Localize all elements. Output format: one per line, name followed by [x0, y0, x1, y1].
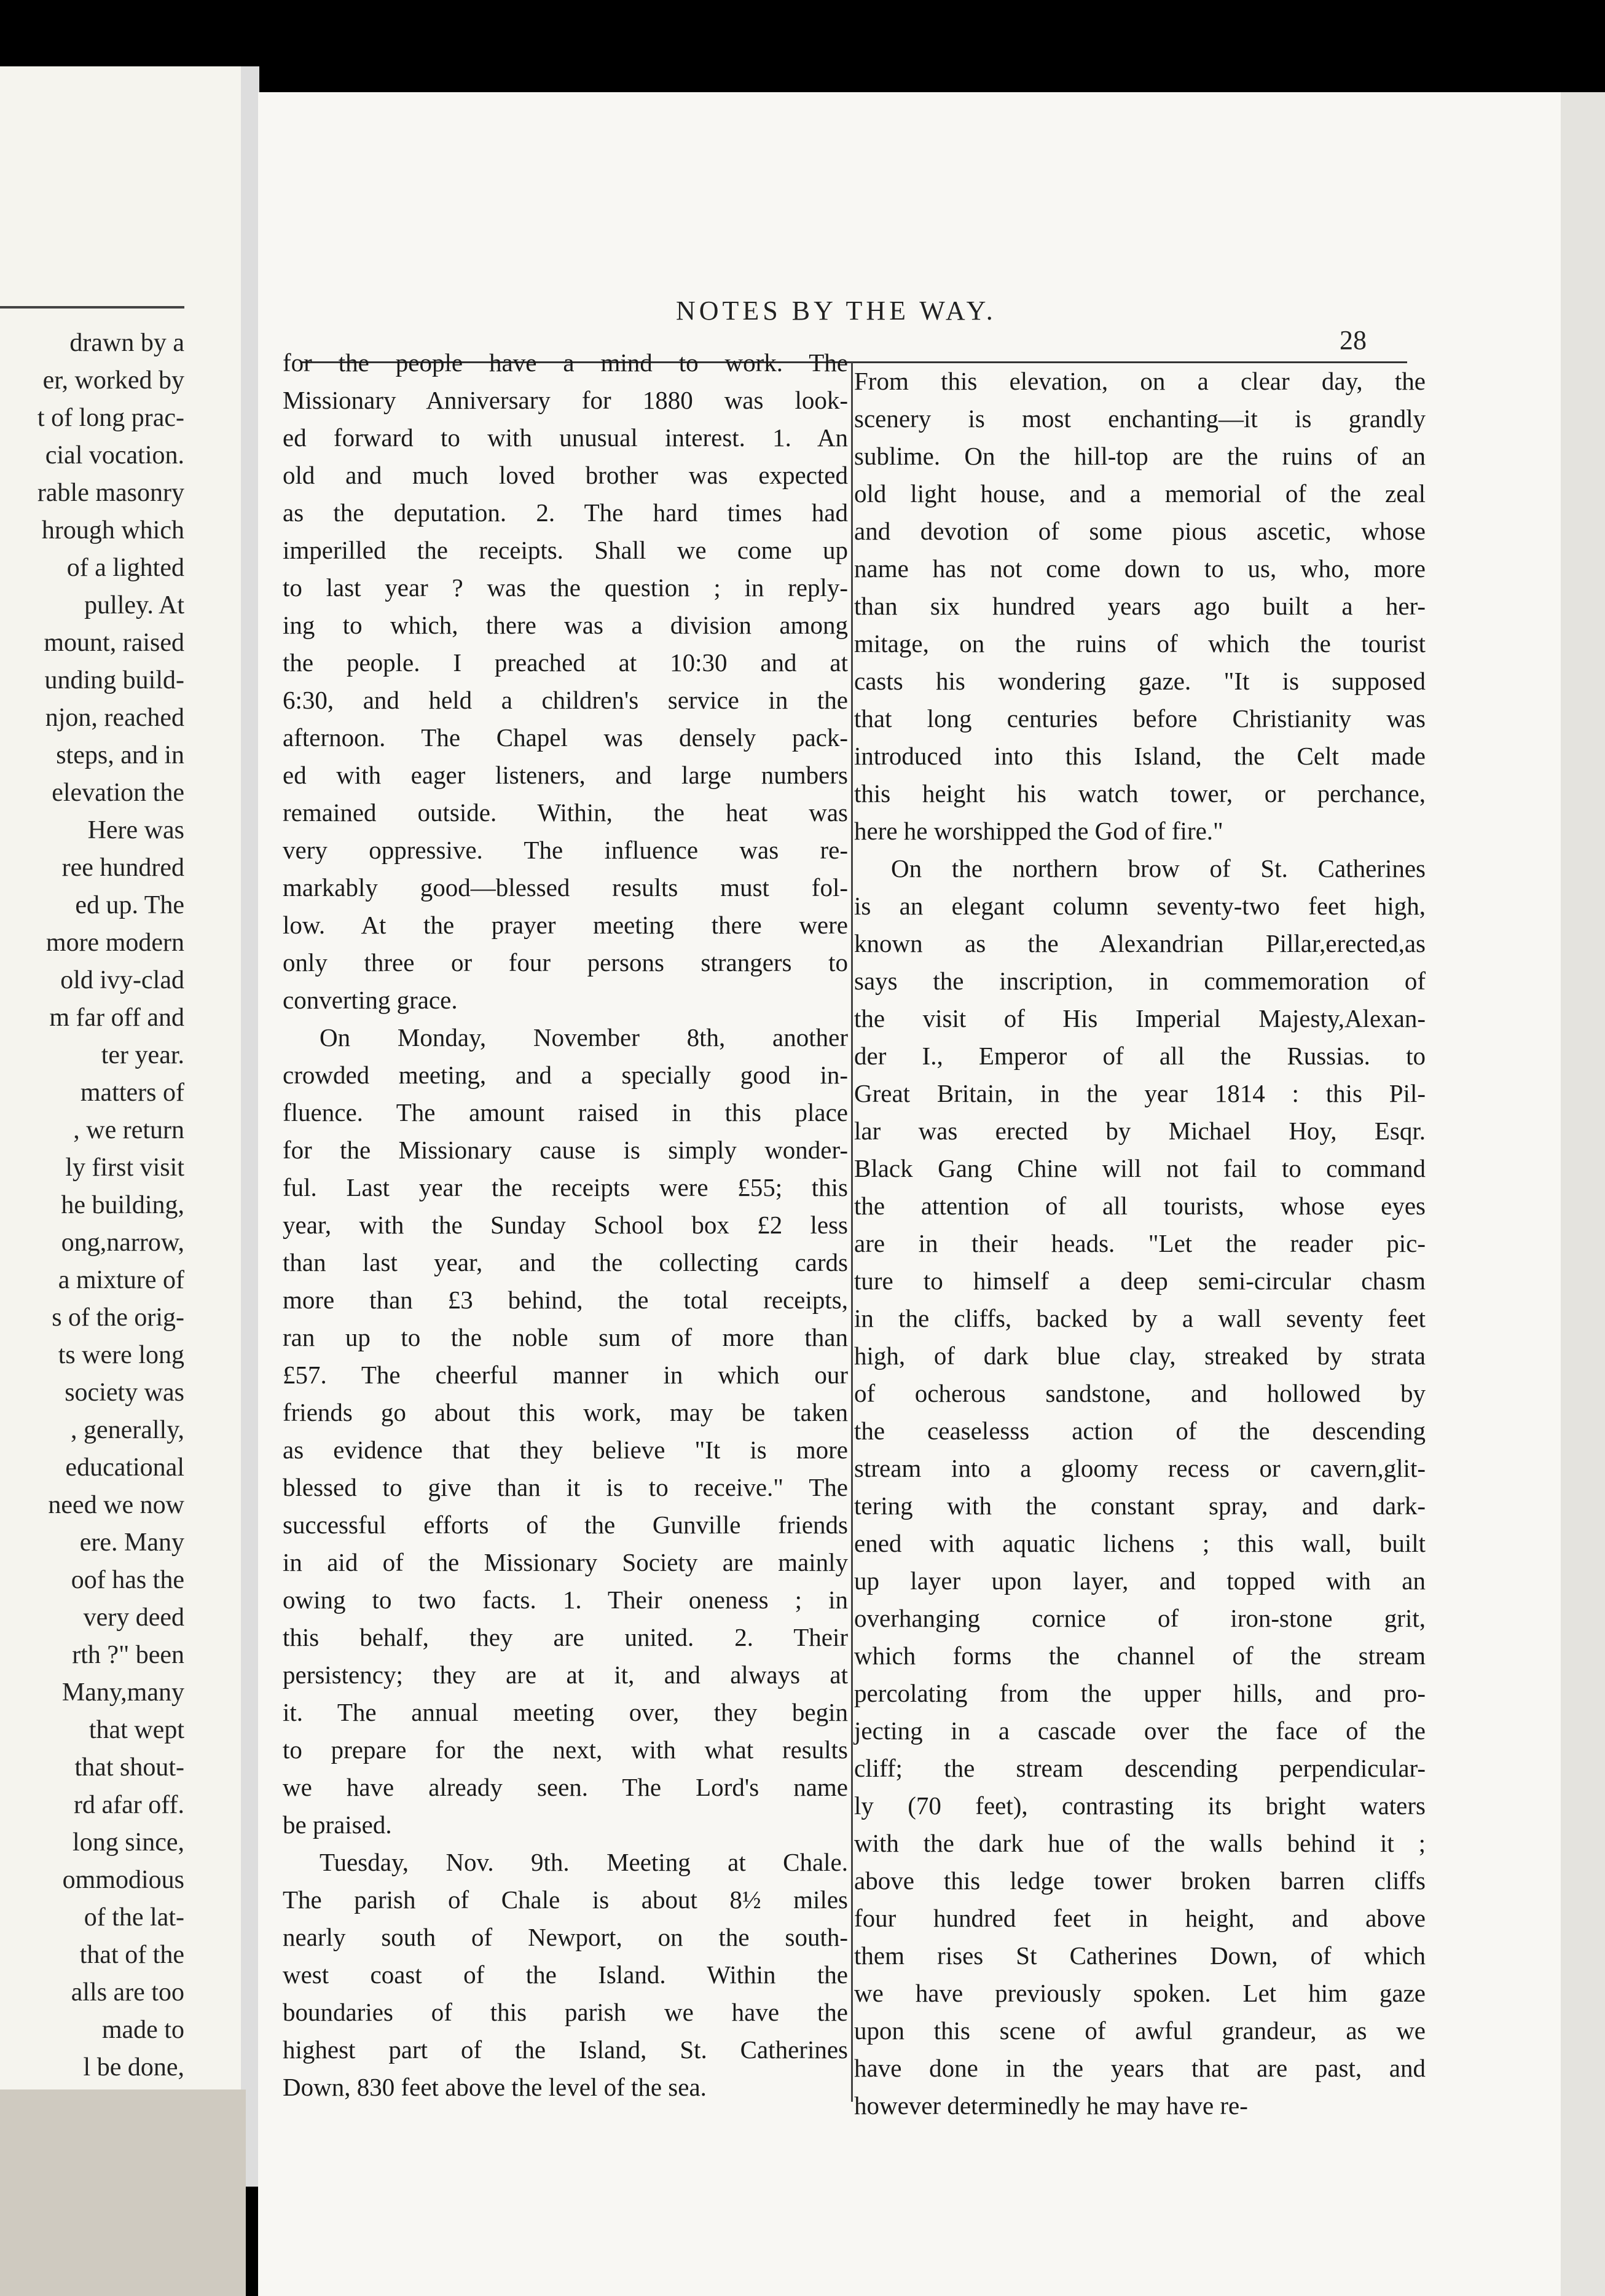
- text-line: name has not come down to us, who, more: [854, 554, 1426, 583]
- text-line: than six hundred years ago built a her-: [854, 592, 1426, 620]
- left-page-line: rd afar off.: [74, 1791, 184, 1819]
- text-line: this height his watch tower, or perchance,: [854, 779, 1426, 808]
- page-edge-shadow: [1561, 92, 1605, 2296]
- left-page-line: rth ?" been: [72, 1641, 184, 1669]
- text-line: cliff; the stream descending perpendicular-: [854, 1754, 1426, 1782]
- text-line: old and much loved brother was expected: [283, 461, 848, 489]
- left-page-line: mount, raised: [44, 629, 184, 657]
- text-line: up layer upon layer, and topped with an: [854, 1567, 1426, 1595]
- left-page-line: elevation the: [52, 779, 184, 807]
- text-line: known as the Alexandrian Pillar,erected,as: [854, 929, 1426, 957]
- left-page-line: m far off and: [49, 1004, 184, 1032]
- left-page-line: pulley. At: [84, 591, 184, 619]
- text-line: to last year ? was the question ; in reply-: [283, 573, 848, 602]
- left-page-line: ere. Many: [79, 1528, 184, 1557]
- text-line: have done in the years that are past, and: [854, 2054, 1426, 2082]
- left-page-text: [37, 324, 184, 2086]
- text-line: owing to two facts. 1. Their oneness ; in: [283, 1586, 848, 1614]
- left-page-line: need we now: [48, 1491, 184, 1519]
- left-page-line: cial vocation.: [45, 441, 184, 470]
- text-line: blessed to give than it is to receive." The: [283, 1473, 848, 1501]
- left-page-line: steps, and in: [56, 741, 184, 769]
- left-page-line: , generally,: [70, 1416, 184, 1444]
- left-page-line: of the lat-: [84, 1903, 184, 1932]
- text-line: markably good—blessed results must fol-: [283, 873, 848, 902]
- text-line: year, with the Sunday School box £2 less: [283, 1211, 848, 1239]
- text-line: here he worshipped the God of fire.": [854, 817, 1223, 845]
- text-line: however determinedly he may have re-: [854, 2091, 1248, 2120]
- left-page-line: drawn by a: [69, 329, 184, 357]
- text-line: jecting in a cascade over the face of the: [854, 1716, 1426, 1745]
- left-page-line: er, worked by: [42, 366, 184, 395]
- text-line: it. The annual meeting over, they begin: [283, 1698, 848, 1726]
- text-line: afternoon. The Chapel was densely pack-: [283, 723, 848, 752]
- left-page-line: unding build-: [44, 666, 184, 694]
- left-page-line: more modern: [45, 929, 184, 957]
- text-line: converting grace.: [283, 986, 458, 1014]
- left-page-line: ong,narrow,: [61, 1229, 184, 1257]
- text-line: high, of dark blue clay, streaked by strata: [854, 1342, 1426, 1370]
- left-page-line: Here was: [87, 816, 184, 844]
- text-line: On Monday, November 8th, another: [320, 1023, 848, 1052]
- text-line: we have already seen. The Lord's name: [283, 1773, 848, 1801]
- left-page-line: that wept: [88, 1716, 184, 1744]
- left-page-line: njon, reached: [45, 704, 184, 732]
- text-line: successful efforts of the Gunville friends: [283, 1511, 848, 1539]
- text-line: is an elegant column seventy-two feet high,: [854, 892, 1426, 920]
- text-line: ran up to the noble sum of more than: [283, 1323, 848, 1351]
- text-line: Tuesday, Nov. 9th. Meeting at Chale.: [320, 1848, 848, 1876]
- text-line: overhanging cornice of iron-stone grit,: [854, 1604, 1426, 1632]
- left-page-line: very deed: [83, 1603, 184, 1632]
- text-line: with the dark hue of the walls behind it ;: [854, 1829, 1426, 1857]
- text-line: to prepare for the next, with what results: [283, 1736, 848, 1764]
- text-line: west coast of the Island. Within the: [283, 1960, 848, 1989]
- left-page-fragment: [0, 66, 241, 2187]
- left-page-line: society was: [65, 1378, 184, 1407]
- text-line: four hundred feet in height, and above: [854, 1904, 1426, 1932]
- left-page-line: ommodious: [62, 1866, 184, 1894]
- text-line: for the Missionary cause is simply wonder-: [283, 1136, 848, 1164]
- text-line: low. At the prayer meeting there were: [283, 911, 848, 939]
- left-page-line: a mixture of: [58, 1266, 184, 1294]
- text-line: der I., Emperor of all the Russias. to: [854, 1042, 1426, 1070]
- text-line: Missionary Anniversary for 1880 was look-: [283, 386, 848, 414]
- text-line: ly (70 feet), contrasting its bright waters: [854, 1791, 1426, 1820]
- text-line: imperilled the receipts. Shall we come up: [283, 536, 848, 564]
- text-line: percolating from the upper hills, and pro-: [854, 1679, 1426, 1707]
- left-column: [283, 344, 848, 2106]
- text-line: friends go about this work, may be taken: [283, 1398, 848, 1426]
- column-divider: [851, 363, 853, 2102]
- running-head: NOTES BY THE WAY.: [676, 296, 997, 326]
- left-page-line: alls are too: [71, 1978, 184, 2007]
- book-spine: [0, 2090, 246, 2296]
- page-number: 28: [1340, 325, 1367, 355]
- text-line: the people. I preached at 10:30 and at: [283, 648, 848, 677]
- text-line: them rises St Catherines Down, of which: [854, 1941, 1426, 1970]
- text-line: remained outside. Within, the heat was: [283, 798, 848, 827]
- text-line: as evidence that they believe "It is more: [283, 1436, 848, 1464]
- left-page-line: , we return: [73, 1116, 184, 1144]
- text-line: highest part of the Island, St. Catherines: [283, 2035, 848, 2064]
- left-page-line: he building,: [61, 1191, 184, 1219]
- text-line: we have previously spoken. Let him gaze: [854, 1979, 1426, 2007]
- left-page-line: rable masonry: [37, 479, 184, 507]
- text-line: in aid of the Missionary Society are mainly: [283, 1548, 848, 1576]
- text-line: and devotion of some pious ascetic, whose: [854, 517, 1426, 545]
- text-line: fluence. The amount raised in this place: [283, 1098, 848, 1126]
- left-page-line: that of the: [79, 1941, 184, 1969]
- text-line: are in their heads. "Let the reader pic-: [854, 1229, 1426, 1257]
- text-line: for the people have a mind to work. The: [283, 348, 848, 377]
- left-page-line: made to: [101, 2016, 184, 2044]
- text-line: above this ledge tower broken barren cliffs: [854, 1866, 1426, 1895]
- text-line: old light house, and a memorial of the zeal: [854, 479, 1426, 508]
- text-line: ing to which, there was a division among: [283, 611, 848, 639]
- text-line: ed forward to with unusual interest. 1. An: [283, 423, 848, 452]
- left-page-line: ly first visit: [65, 1154, 184, 1182]
- text-line: that long centuries before Christianity was: [854, 704, 1426, 733]
- text-line: The parish of Chale is about 8½ miles: [283, 1885, 848, 1914]
- text-line: ed with eager listeners, and large numbers: [283, 761, 848, 789]
- text-line: the visit of His Imperial Majesty,Alexan-: [854, 1004, 1426, 1032]
- text-line: On the northern brow of St. Catherines: [891, 854, 1426, 883]
- text-line: which forms the channel of the stream: [854, 1641, 1426, 1670]
- text-line: ture to himself a deep semi-circular chasm: [854, 1267, 1426, 1295]
- left-page-line: l be done,: [83, 2053, 184, 2082]
- left-page-line: old ivy-clad: [60, 966, 184, 994]
- left-page-line: matters of: [80, 1079, 184, 1107]
- text-line: 6:30, and held a children's service in the: [283, 686, 848, 714]
- text-line: more than £3 behind, the total receipts,: [283, 1286, 848, 1314]
- text-line: very oppressive. The influence was re-: [283, 836, 848, 864]
- text-line: ened with aquatic lichens ; this wall, built: [854, 1529, 1426, 1557]
- text-line: Down, 830 feet above the level of the sea.: [283, 2073, 707, 2101]
- text-line: introduced into this Island, the Celt made: [854, 742, 1426, 770]
- text-line: £57. The cheerful manner in which our: [283, 1361, 848, 1389]
- text-line: this behalf, they are united. 2. Their: [283, 1623, 848, 1651]
- text-line: says the inscription, in commemoration of: [854, 967, 1426, 995]
- text-line: boundaries of this parish we have the: [283, 1998, 848, 2026]
- left-page-line: oof has the: [71, 1566, 184, 1594]
- text-line: nearly south of Newport, on the south-: [283, 1923, 848, 1951]
- text-line: Great Britain, in the year 1814 : this Pil-: [854, 1079, 1426, 1107]
- text-line: casts his wondering gaze. "It is supposed: [854, 667, 1426, 695]
- left-page-line: ed up. The: [75, 891, 184, 919]
- text-line: From this elevation, on a clear day, the: [854, 367, 1426, 395]
- text-line: sublime. On the hill-top are the ruins of an: [854, 442, 1426, 470]
- text-line: only three or four persons strangers to: [283, 948, 848, 977]
- left-page-rule: [0, 306, 184, 309]
- left-page-line: Many,many: [61, 1678, 184, 1707]
- left-page-line: long since,: [73, 1828, 184, 1857]
- text-line: of ocherous sandstone, and hollowed by: [854, 1379, 1426, 1407]
- text-line: in the cliffs, backed by a wall seventy feet: [854, 1304, 1426, 1332]
- left-page-line: hrough which: [41, 516, 184, 545]
- left-page-line: ree hundred: [61, 854, 184, 882]
- text-line: as the deputation. 2. The hard times had: [283, 498, 848, 527]
- text-line: tering with the constant spray, and dark-: [854, 1492, 1426, 1520]
- left-page-line: that shout-: [74, 1753, 184, 1782]
- left-page-line: of a lighted: [66, 554, 184, 582]
- text-line: the ceaselesss action of the descending: [854, 1417, 1426, 1445]
- text-line: Black Gang Chine will not fail to command: [854, 1154, 1426, 1182]
- text-line: than last year, and the collecting cards: [283, 1248, 848, 1276]
- page-gutter: [241, 66, 259, 2187]
- text-line: mitage, on the ruins of which the tourist: [854, 629, 1426, 658]
- right-column: [854, 363, 1426, 2125]
- left-page-line: ter year.: [101, 1041, 184, 1069]
- text-line: upon this scene of awful grandeur, as we: [854, 2016, 1426, 2045]
- text-line: be praised.: [283, 1810, 392, 1839]
- left-page-line: s of the orig-: [52, 1303, 184, 1332]
- text-line: stream into a gloomy recess or cavern,glit-: [854, 1454, 1426, 1482]
- text-line: the attention of all tourists, whose eyes: [854, 1192, 1426, 1220]
- text-line: lar was erected by Michael Hoy, Esqr.: [854, 1117, 1426, 1145]
- left-page-line: t of long prac-: [37, 404, 184, 432]
- left-page-line: educational: [65, 1453, 184, 1482]
- text-line: persistency; they are at it, and always at: [283, 1661, 848, 1689]
- text-line: crowded meeting, and a specially good in-: [283, 1061, 848, 1089]
- text-line: scenery is most enchanting—it is grandly: [854, 404, 1426, 433]
- left-page-line: ts were long: [58, 1341, 184, 1369]
- text-line: ful. Last year the receipts were £55; this: [283, 1173, 848, 1201]
